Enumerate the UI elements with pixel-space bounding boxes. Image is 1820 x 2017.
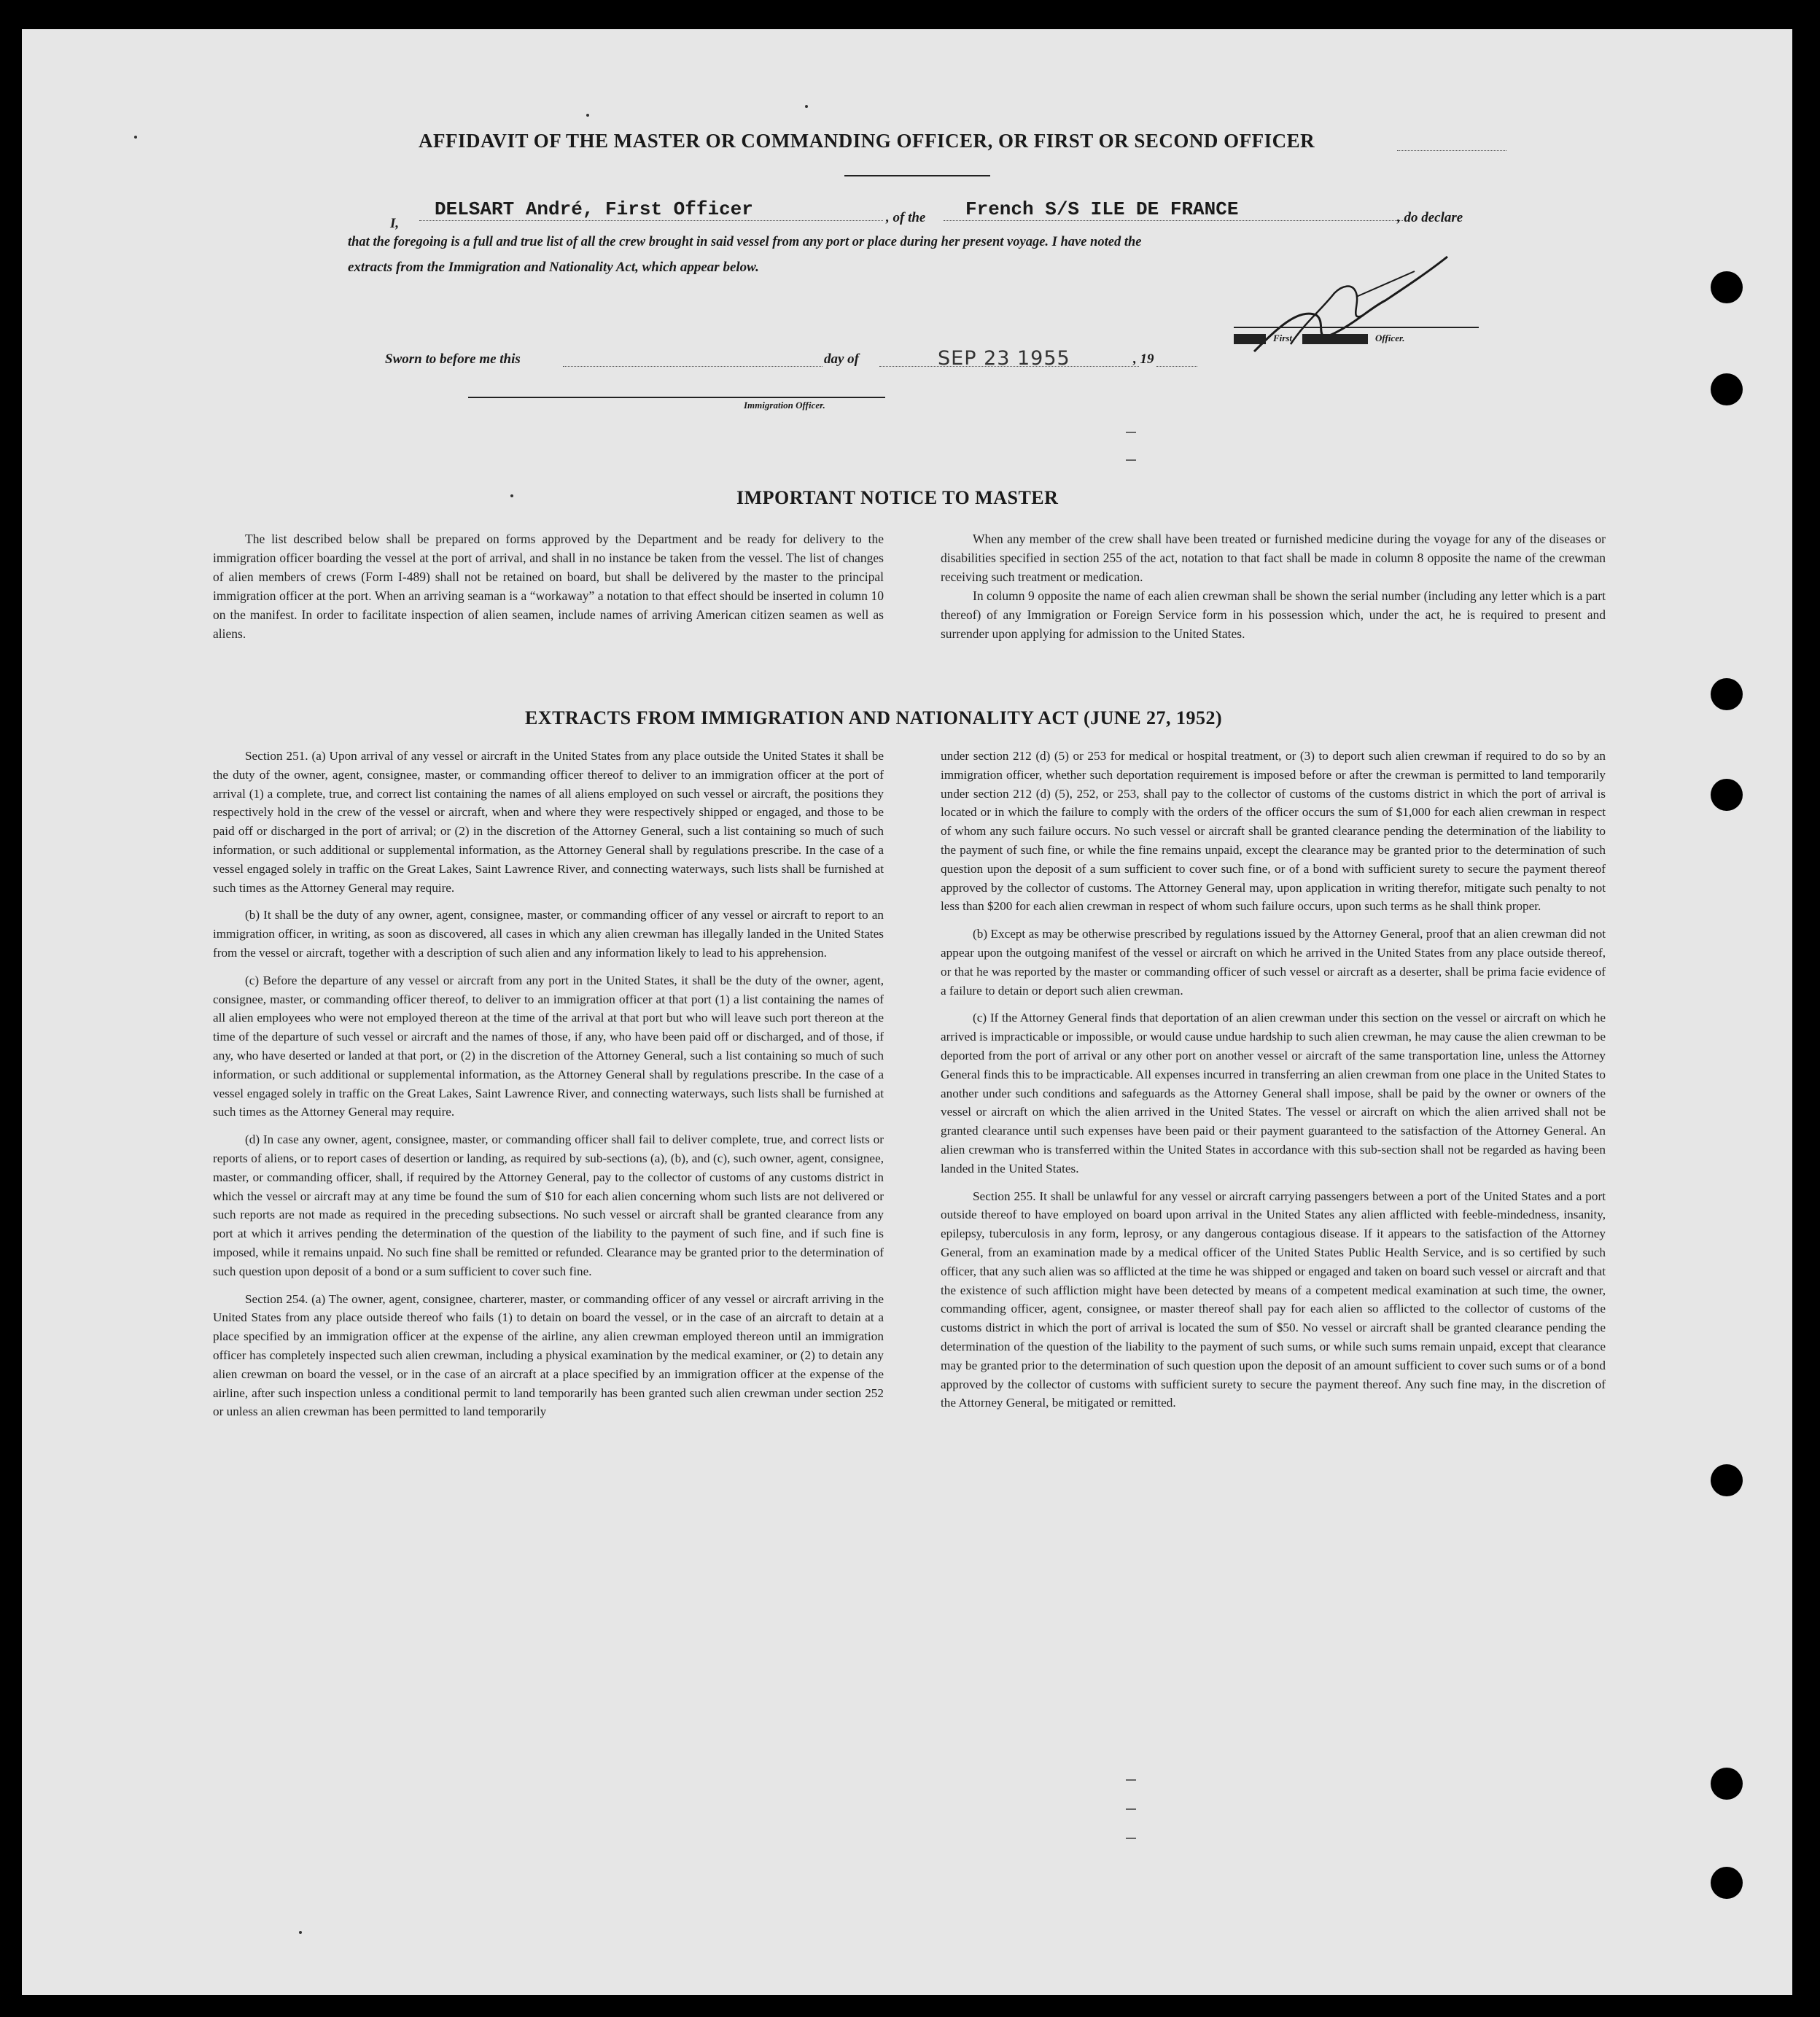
date-line [879,366,1139,367]
notice-left-column [213,529,884,652]
section-251-c: (c) Before the departure of any vessel or aircraft from any port in the United States, it shall be the duty of the owner, agent, consignee, master, or commanding officer thereof, to deliver to an immigration officer at that port (1) a list containing the names of all alien employees who were not employed thereon at the time of the arrival at that port but who will leave such port thereon at the time of the departure of such vessel or aircraft and the names of those, if any, who have been paid off or discharged, and of those, if any, who have deserted or landed at that port, or (2) in the discretion of the Attorney General, such a list containing so much of such information, or such additional or supplemental information, as the Attorney General shall by regulations prescribe. In the case of a vessel engaged solely in traffic on the Great Lakes, Saint Lawrence River, and connecting waterways, such lists shall be furnished at such times as the Attorney General may require. [213,973,884,1119]
binder-hole [1711,678,1743,710]
of-the-label: , of the [886,210,926,225]
signature-line [1234,327,1479,328]
day-of-label: day of [824,351,860,367]
scan-dash [1126,1838,1136,1839]
notice-right-column [941,529,1606,652]
i-label: I, [390,216,400,231]
vessel-name: French S/S ILE DE FRANCE [965,198,1239,220]
date-stamp: SEP 23 1955 [938,347,1070,370]
notice-right-paragraph-1: When any member of the crew shall have been treated or furnished medicine during the voyage for any of the diseases or disabilities specified in section 255 of the act, notation to that fact shall be made in column 8 opposite the name of the crewman receiving such treatment or medication. [941,532,1606,584]
binder-hole [1711,1867,1743,1899]
officer-name: DELSART André, First Officer [435,198,753,220]
scan-dash [1126,432,1136,433]
officer-name-line [419,220,883,221]
extracts-left-column [213,747,884,1430]
scan-speck [805,105,808,108]
sworn-label: Sworn to before me this [385,351,521,367]
officer-suffix: Officer. [1375,333,1405,343]
extracts-right-column [941,747,1606,1421]
scan-dash [1126,1808,1136,1810]
section-255: Section 255. It shall be unlawful for any vessel or aircraft carrying passengers between a port of the United States and a port outside thereof to have employed on board upon arrival in the United States any alien afflicted with feeble-mindedness, insanity, epilepsy, tuberculosis in any form, leprosy, or any dangerous contagious disease. If it appears to the satisfaction of the Attorney General, from an examination made by a medical officer of the United States Public Health Service, and is so certified by such officer, that any such alien was so afflicted at the time he was shipped or engaged and taken on board such vessel or aircraft and that the existence of such affliction might have been detected by means of a competent medical examination at such time, the owner, commanding officer, agent, consignee, or master thereof shall pay for each alien so afflicted to the collector of customs of the customs district in which the port of arrival is located the sum of $50. No vessel or aircraft shall be granted clearance pending the determination of the question of the liability to the payment of such sums, or while such sums remain unpaid, except that clearance may be granted prior to the determination of such question upon the deposit of an amount sufficient to cover such sums or of a bond approved by the collector of customs with sufficient surety to secure the payment thereof. Any such fine may, in the discretion of the Attorney General, be mitigated or remitted. [941,1189,1606,1410]
declaration-line-2: that the foregoing is a full and true list of all the crew brought in said vessel from any port or place during her present voyage. I have noted the [348,235,1142,249]
binder-hole [1711,779,1743,811]
struck-word-2 [1302,334,1368,344]
scan-speck [510,494,513,497]
signature-caption: First [1273,333,1293,343]
section-251-a: Section 251. (a) Upon arrival of any vessel or aircraft in the United States from any place outside the United States it shall be the duty of the owner, agent, consignee, master, or commanding officer thereof to deliver to an immigration officer at the port of arrival (1) a complete, true, and correct list containing the names of all aliens employed on such vessel or aircraft, the positions they respectively hold in the crew of the vessel or aircraft, when and where they were respectively shipped or engaged, and those to be paid off or discharged in the port of arrival; or (2) in the discretion of the Attorney General, such a list containing so much of such information, or such additional or supplemental information, as the Attorney General shall by regulations prescribe. In the case of a vessel engaged solely in traffic on the Great Lakes, Saint Lawrence River, and connecting waterways, such lists shall be furnished at such times as the Attorney General may require. [213,749,884,895]
vessel-line [944,220,1403,221]
do-declare-label: , do declare [1397,210,1463,225]
struck-word-1 [1234,334,1266,344]
officer-signature [1247,242,1458,366]
scan-speck [134,136,137,139]
scan-speck [299,1931,302,1934]
binder-hole [1711,1464,1743,1496]
binder-hole [1711,271,1743,303]
notice-title: IMPORTANT NOTICE TO MASTER [736,487,1059,508]
year-line [1156,366,1197,367]
notice-right-paragraph-2: In column 9 opposite the name of each alien crewman shall be shown the serial number (including any letter which is a part thereof) of any Immigration or Foreign Service form in his possession which, under the act, he is required to present and surrender upon applying for admission to the United States. [941,588,1606,641]
section-251-b: (b) It shall be the duty of any owner, agent, consignee, master, or commanding officer of any vessel or aircraft to report to an immigration officer, in writing, as soon as discovered, all cases in which any alien crewman has illegally landed in the United States from the vessel or aircraft, together with a description of such alien and any information likely to lead to his apprehension. [213,908,884,960]
scan-dash [1126,459,1136,461]
extracts-title: EXTRACTS FROM IMMIGRATION AND NATIONALITY ACT (JUNE 27, 1952) [525,707,1223,728]
sworn-line [563,366,822,367]
section-251-d: (d) In case any owner, agent, consignee, master, or commanding officer shall fail to deliver complete, true, and correct lists or reports of aliens, or to report cases of desertion or landing, as required by sub-sections (a), (b), and (c), such owner, agent, consignee, master, or commanding officer, shall, if required by the Attorney General, pay to the collector of customs of any customs district in which the vessel or aircraft may at any time be found the sum of $10 for each alien concerning whom such lists are not delivered or such reports are not made as required in the preceding subsections. No such vessel or aircraft shall be granted clearance from any port at which it arrives pending the determination of the question of the liability to the payment of such fine, and if such fine is imposed, while it remains unpaid. No such fine shall be remitted or refunded. Clearance may be granted prior to the determination of such question upon deposit of a bond or a sum sufficient to cover such fine. [213,1132,884,1278]
binder-hole [1711,373,1743,405]
affidavit-title: AFFIDAVIT OF THE MASTER OR COMMANDING OFFICER, OR FIRST OR SECOND OFFICER [419,130,1315,152]
year-label: , 19 [1133,351,1154,367]
notice-left-paragraph: The list described below shall be prepared on forms approved by the Department and be ready for delivery to the immigration officer boarding the vessel at the port of arrival, and shall in no instance be taken from the vessel. The list of changes of alien members of crews (Form I-489) shall not be retained on board, but shall be delivered by the master to the principal immigration officer at the port. When an arriving seaman is a “workaway” a notation to that effect should be inserted in column 10 on the manifest. In order to facilitate inspection of alien seamen, include names of arriving American citizen seamen as well as aliens. [213,532,884,641]
section-254-a: Section 254. (a) The owner, agent, consignee, charterer, master, or commanding officer of any vessel or aircraft arriving in the United States from any place outside thereof who fails (1) to detain on board the vessel, or in the case of an aircraft to detain at a place specified by an immigration officer at the expense of the airline, any alien crewman employed thereon until an immigration officer has completely inspected such alien crewman, including a physical examination by the medical examiner, or (2) to detain any alien crewman on board the vessel, or in the case of an aircraft at a place specified by an immigration officer at the expense of the airline, after such inspection unless a conditional permit to land temporarily has been granted such alien crewman under section 252 or unless an alien crewman has been permitted to land temporarily [213,1291,884,1419]
immigration-officer-line [468,397,885,398]
title-trailing-line [1397,150,1506,151]
scan-dash [1126,1779,1136,1781]
document-page [22,29,1792,1995]
section-254-a-continued: under section 212 (d) (5) or 253 for medical or hospital treatment, or (3) to deport such alien crewman if required to do so by an immigration officer, whether such deportation requirement is imposed before or after the crewman is permitted to land temporarily under section 212 (d) (5), 252, or 253, shall pay to the collector of customs of the customs district in which the port of arrival is located or in which the failure to comply with the orders of the officer occurs the sum of $1,000 for each alien crewman in respect of whom any such failure occurs. No such vessel or aircraft shall be granted clearance pending the determination of the liability to the payment of such fine, or while the fine remains unpaid, except the clearance may be granted prior to the determination of such question upon the deposit of a sum sufficient to cover such fine, or of a bond with sufficient surety to secure the payment thereof approved by the collector of customs. The Attorney General may, upon application in writing therefor, mitigate such penalty to not less than $200 for each alien crewman in respect of whom such failure occurs, upon such terms as he shall think proper. [941,749,1606,914]
scan-speck [586,114,589,117]
section-254-c: (c) If the Attorney General finds that deportation of an alien crewman under this section on the vessel or aircraft on which he arrived is impracticable or impossible, or would cause undue hardship to such alien crewman, he may cause the alien crewman to be deported from the port of arrival or any other port on another vessel or aircraft of the same transportation line, unless the Attorney General finds this to be impracticable. All expenses incurred in transferring an alien crewman from one place in the United States to another under such conditions and safeguards as the Attorney General shall impose, shall be paid by the owner or owners of the vessel or aircraft on which the alien arrived in the United States. The vessel or aircraft on which the alien arrived shall not be granted clearance until such expenses have been paid or their payment guaranteed to the satisfaction of the Attorney General. An alien crewman who is transferred within the United States in accordance with this sub-section shall not be regarded as having been landed in the United States. [941,1011,1606,1175]
title-underline [844,175,990,176]
binder-hole [1711,1768,1743,1800]
section-254-b: (b) Except as may be otherwise prescribed by regulations issued by the Attorney General, proof that an alien crewman did not appear upon the outgoing manifest of the vessel or aircraft on which he arrived in the United States from any place outside thereof, or that he was reported by the master or commanding officer of such vessel or aircraft as a deserter, shall be prima facie evidence of a failure to detain or deport such alien crewman. [941,927,1606,998]
declaration-line-3: extracts from the Immigration and Nationality Act, which appear below. [348,260,759,275]
immigration-officer-caption: Immigration Officer. [744,400,825,411]
